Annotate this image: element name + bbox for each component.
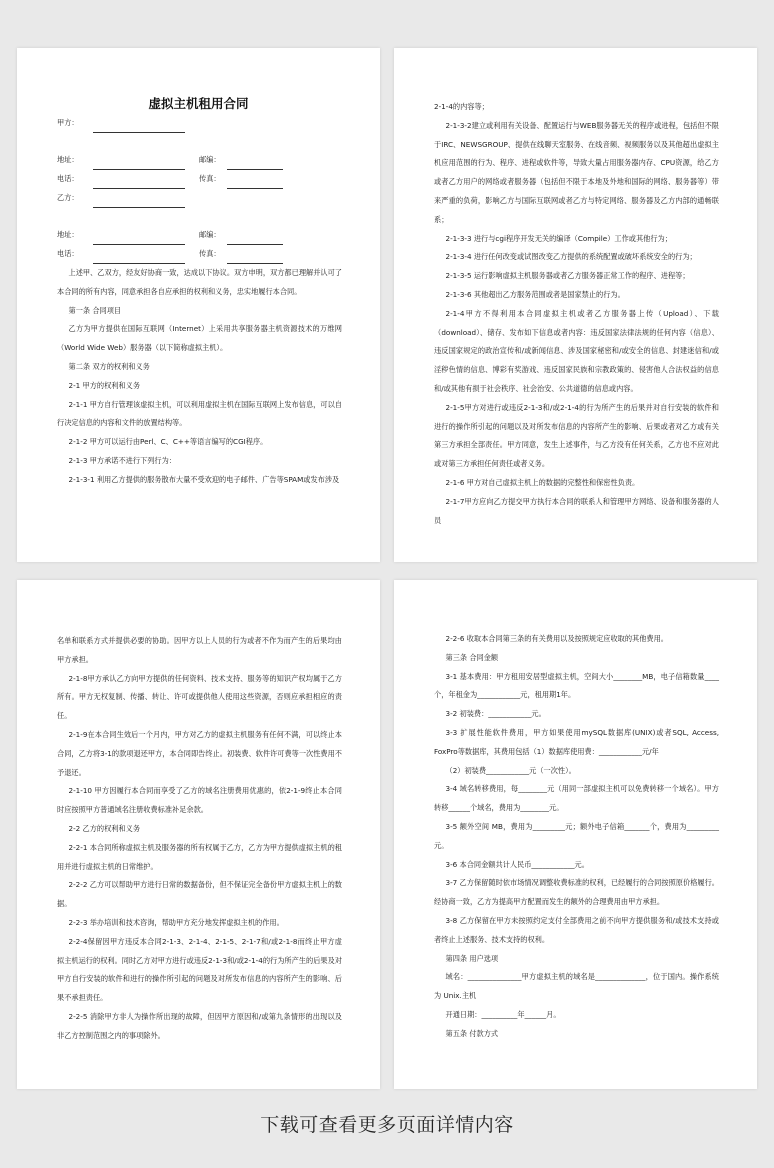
document-page-2	[394, 48, 757, 562]
section-heading: 第五条 付款方式	[445, 1028, 499, 1038]
paragraph: 2-1-10 甲方因履行本合同而享受了乙方的域名注册费用优惠的，依2-1-9终止本合同时应按照甲方普通域名注册收费标准补足余款。	[57, 786, 342, 815]
paragraph: 3-3 扩展性能软件费用，甲方如果使用mySQL数据库(UNIX)或者SQL, Access, FoxPro等数据库，其费用包括（1）数据库使用费：____________元/年	[434, 727, 719, 756]
postcode-blank	[227, 158, 283, 170]
fax-blank	[227, 177, 283, 189]
address-row-a	[57, 151, 342, 170]
paragraph: 2-1-6 甲方对自己虚拟主机上的数据的完整性和保密性负责。	[445, 477, 640, 487]
phone-label: 电话：	[57, 249, 79, 259]
paragraph: 3-6 本合同金额共计人民币____________元。	[445, 859, 589, 869]
party-b-blank	[93, 196, 185, 208]
paragraph: 2-1-8甲方承认乙方向甲方提供的任何资料、技术支持、服务等的知识产权均属于乙方所有。甲方无权复制、传播、转让、许可或提供他人使用这些资源，否则应承担相应的责任。	[57, 673, 342, 721]
paragraph: 名单和联系方式并提供必要的协助。因甲方以上人员的行为或者不作为而产生的后果均由甲方承担。	[57, 636, 342, 664]
party-b-row	[57, 189, 342, 208]
paragraph: 域名：_______________甲方虚拟主机的域名是______________，位于国内。操作系统为 Unix.主机	[434, 972, 719, 1001]
postcode-blank	[227, 233, 283, 245]
party-a-label: 甲方：	[57, 118, 79, 128]
paragraph: 2-1-3 甲方承诺不进行下列行为：	[68, 455, 176, 465]
section-heading: 第二条 双方的权利和义务	[68, 361, 150, 371]
paragraph: 2-1-1 甲方自行管理该虚拟主机，可以利用虚拟主机在国际互联网上发布信息，可以自行决定信息的内容和文件的放置结构等。	[57, 399, 342, 428]
address-label: 地址：	[57, 230, 79, 240]
section-heading: 第一条 合同项目	[68, 305, 122, 315]
paragraph: 3-5 额外空间 MB，费用为_________元；额外电子信箱_______个，费用为_________元。	[434, 821, 719, 850]
party-b-label: 乙方：	[57, 193, 79, 203]
paragraph: 2-2-6 收取本合同第三条的有关费用以及按照规定应收取的其他费用。	[445, 634, 668, 643]
paragraph: 2-1-4甲方不得利用本合同虚拟主机或者乙方服务器上传（Upload）、下载（download）、储存、发布如下信息或者内容：违反国家法律法规的任何内容（信息）、违反国家规定的政治宣传和/或新闻信息、涉及国家秘密和/或安全的信息、封建迷信和/或淫秽色情的信息、博彩有奖游戏、违反国家民族和宗教政策的、侵害他人合法权益的信息和/或其他有损于社会秩序、社会治安、公共道德的信息或内容。	[434, 308, 719, 393]
paragraph: 上述甲、乙双方，经友好协商一致，达成以下协议。双方申明，双方都已理解并认可了本合同的所有内容，同意承担各自应承担的权利和义务，忠实地履行本合同。	[57, 268, 342, 296]
fax-label: 传真：	[199, 249, 221, 259]
address-blank	[93, 158, 185, 170]
paragraph: 3-4 域名转移费用，每________元（用同一部虚拟主机可以免费转移一个域名）。甲方转移______个域名，费用为________元。	[434, 784, 719, 813]
document-page-3	[17, 580, 380, 1089]
page-3-content	[57, 632, 342, 1046]
paragraph: 2-1-3-5 运行影响虚拟主机服务器或者乙方服务器正常工作的程序、进程等；	[445, 271, 690, 281]
paragraph: 2-1-3-2建立或利用有关设备、配置运行与WEB服务器无关的程序或进程，包括但不限于IRC、NEWSGROUP、提供在线聊天室服务、在线音频、视频服务以及其他超出虚拟主机应用范围的行为、程序、进程或软件等，导致大量占用服务器内存、CPU资源，给乙方或者乙方用户的网络或者服务器（包括但不限于本地及外地和国际的网络、服务器等）带来严重的负荷，影响乙方与国际互联网或者乙方与特定网络、服务器及乙方内部的通畅联系；	[434, 120, 719, 224]
document-page-1	[17, 48, 380, 562]
paragraph: 2-2-4保留因甲方违反本合同2-1-3、2-1-4、2-1-5、2-1-7和/或2-1-8而终止甲方虚拟主机运行的权利。同时乙方对甲方进行或违反2-1-3和/或2-1-4的行为所产生的后果及对甲方自行安装的软件和进行的操作所引起的问题及对所发布信息的内容所产生的影响、后果不承担责任。	[57, 936, 342, 1003]
phone-blank	[93, 252, 185, 264]
section-heading: 第四条 用户选项	[445, 953, 499, 963]
paragraph: 2-2-2 乙方可以帮助甲方进行日常的数据备份，但不保证完全备份甲方虚拟主机上的数据。	[57, 880, 342, 909]
download-more-link[interactable]: 下载可查看更多页面详情内容	[260, 1114, 514, 1136]
paragraph: 2-2-3 举办培训和技术咨询，帮助甲方充分地发挥虚拟主机的作用。	[68, 917, 284, 927]
paragraph: 2-1-9在本合同生效后一个月内，甲方对乙方的虚拟主机服务有任何不满，可以终止本合同，乙方将3-1的款项退还甲方，本合同即告终止。初装费、软件许可费等一次性费用不予退还。	[57, 729, 342, 777]
contract-title: 虚拟主机租用合同	[148, 96, 249, 111]
page-2-content	[434, 98, 719, 530]
paragraph: 2-1-3-3 进行与cgi程序开发无关的编译（Compile）工作或其他行为；	[445, 233, 672, 243]
paragraph: 2-1-2 甲方可以运行由Perl、C、C++等语言编写的CGI程序。	[68, 437, 268, 447]
paragraph: 3-1 基本费用：甲方租用安居型虚拟主机，空间大小________MB，电子信箱数量____个，年租金为____________元，租用期1年。	[434, 671, 719, 700]
address-row-b	[57, 226, 342, 245]
address-blank	[93, 233, 185, 245]
postcode-label: 邮编：	[199, 230, 221, 240]
postcode-label: 邮编：	[199, 155, 221, 165]
page-1-content	[57, 114, 342, 490]
paragraph: 2-1-3-6 其他超出乙方服务范围或者是国家禁止的行为。	[445, 289, 625, 299]
paragraph: 3-7 乙方保留随时依市场情况调整收费标准的权利，已经履行的合同按照原价格履行。经协商一致，乙方为提高甲方配置而发生的额外的合理费用由甲方承担。	[434, 878, 719, 907]
phone-label: 电话：	[57, 174, 79, 184]
paragraph: 开通日期：__________年______月。	[445, 1009, 561, 1019]
paragraph: （2）初装费____________元（一次性）。	[445, 765, 576, 775]
paragraph: 3-2 初装费：____________元。	[445, 709, 546, 719]
party-a-row	[57, 114, 342, 133]
phone-row-a	[57, 170, 342, 189]
paragraph: 乙方为甲方提供在国际互联网（Internet）上采用共享服务器主机资源技术的万维网（World Wide Web）服务器（以下简称虚拟主机）。	[57, 324, 342, 353]
paragraph: 3-8 乙方保留在甲方未按照约定支付全部费用之前不向甲方提供服务和/或技术支持或者终止上述服务、技术支持的权利。	[434, 915, 719, 944]
subsection-heading: 2-1 甲方的权利和义务	[68, 380, 141, 390]
fax-label: 传真：	[199, 174, 221, 184]
page-4-content	[434, 630, 719, 1044]
paragraph: 2-1-5甲方对进行或违反2-1-3和/或2-1-4的行为所产生的后果并对自行安装的软件和进行的操作所引起的问题以及对所发布信息的内容所产生的影响、后果或者对乙方或有关第三方承担全部责任。甲方同意，发生上述事件，与乙方没有任何关系，乙方也不应对此或对第三方承担任何责任或者义务。	[434, 402, 719, 469]
phone-blank	[93, 177, 185, 189]
paragraph: 2-1-3-1 利用乙方提供的服务散布大量不受欢迎的电子邮件、广告等SPAM或发布涉及	[68, 474, 340, 484]
paragraph: 2-2-5 消除甲方非人为操作所出现的故障，但因甲方原因和/或第九条情形的出现以及非乙方控制范围之内的事项除外。	[57, 1011, 342, 1040]
subsection-heading: 2-2 乙方的权利和义务	[68, 823, 141, 833]
party-a-blank	[93, 121, 185, 133]
fax-blank	[227, 252, 283, 264]
address-label: 地址：	[57, 155, 79, 165]
paragraph: 2-2-1 本合同所称虚拟主机及服务器的所有权属于乙方，乙方为甲方提供虚拟主机的租用并进行虚拟主机的日常维护。	[57, 842, 342, 871]
paragraph: 2-1-3-4 进行任何改变或试图改变乙方提供的系统配置或破坏系统安全的行为；	[445, 252, 697, 262]
paragraph: 2-1-7甲方应向乙方提交甲方执行本合同的联系人和管理甲方网络、设备和服务器的人员	[434, 496, 719, 525]
paragraph: 2-1-4的内容等；	[434, 102, 489, 111]
phone-row-b	[57, 245, 342, 264]
document-page-4	[394, 580, 757, 1089]
section-heading: 第三条 合同金额	[445, 652, 499, 662]
